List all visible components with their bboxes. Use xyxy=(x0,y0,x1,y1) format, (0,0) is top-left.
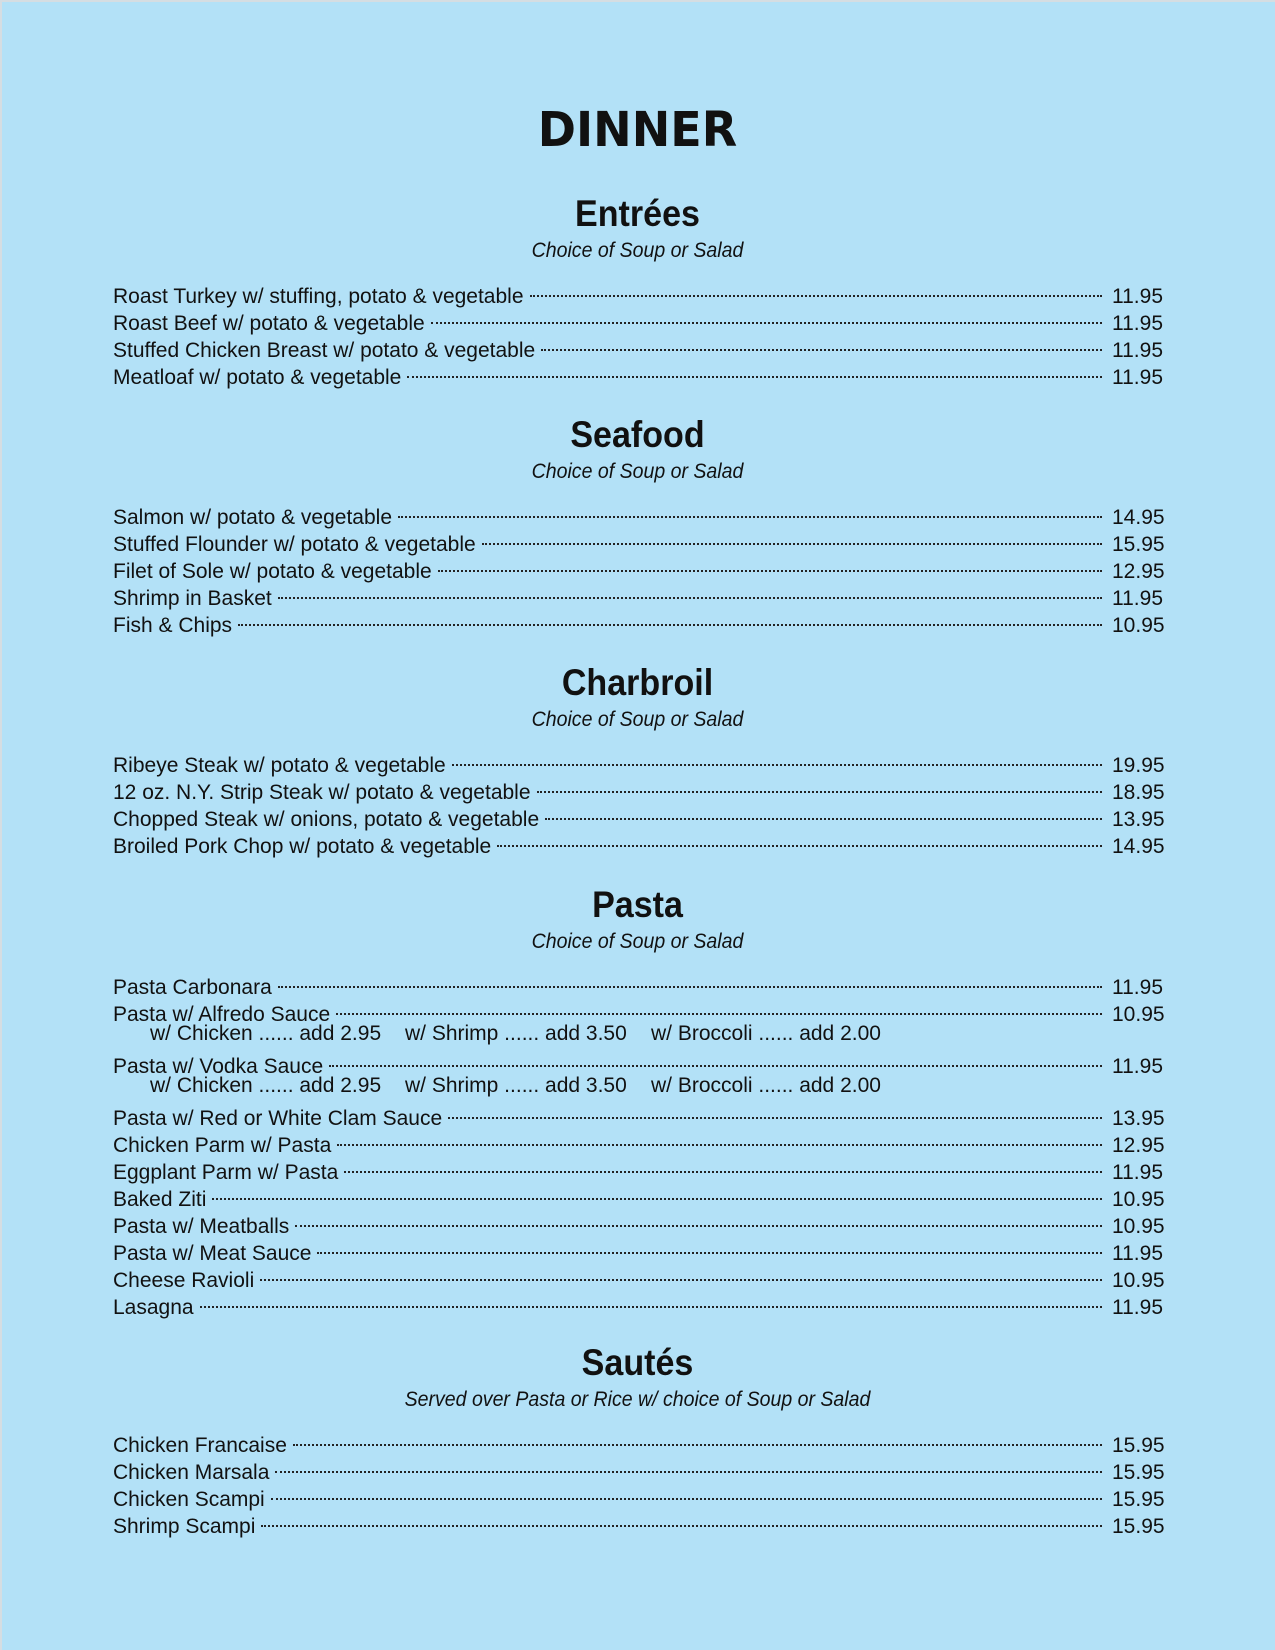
item-price: 12.95 xyxy=(1112,1134,1165,1157)
dot-leader xyxy=(407,357,1102,384)
item-name: Roast Turkey w/ stuffing, potato & vegetable xyxy=(113,285,524,308)
item-name: Chicken Marsala xyxy=(113,1461,270,1484)
item-name: Fish & Chips xyxy=(113,614,233,637)
addon-row xyxy=(113,1021,1162,1046)
section-subtitle: Served over Pasta or Rice w/ choice of Soup or Salad xyxy=(404,1388,871,1411)
item-name: Ribeye Steak w/ potato & vegetable xyxy=(113,754,446,777)
item-name: Pasta w/ Alfredo Sauce xyxy=(113,1003,331,1026)
section-entrees xyxy=(113,192,1163,389)
item-name: Broiled Pork Chop w/ potato & vegetable xyxy=(113,835,492,858)
section-subtitle: Choice of Soup or Salad xyxy=(531,239,744,262)
dot-leader xyxy=(530,276,1102,303)
item-price: 11.95 xyxy=(1112,339,1163,362)
dot-leader xyxy=(329,1046,1102,1073)
item-price: 15.95 xyxy=(1112,1515,1165,1538)
menu-item xyxy=(113,1098,1165,1130)
menu-item xyxy=(113,1260,1165,1292)
item-name: Baked Ziti xyxy=(113,1188,207,1211)
item-name: Roast Beef w/ potato & vegetable xyxy=(113,312,425,335)
item-price: 14.95 xyxy=(1112,835,1165,858)
dot-leader xyxy=(537,772,1102,799)
item-price: 10.95 xyxy=(1112,1188,1165,1211)
item-name: 12 oz. N.Y. Strip Steak w/ potato & vegetable xyxy=(113,781,531,804)
section-seafood xyxy=(113,413,1165,637)
menu-item xyxy=(113,745,1165,777)
item-name: Salmon w/ potato & vegetable xyxy=(113,506,393,529)
dot-leader xyxy=(275,1452,1102,1479)
addon-row xyxy=(113,1073,1162,1098)
addon-shrimp: w/ Shrimp ...... add 3.50 xyxy=(405,1022,627,1045)
dot-leader xyxy=(200,1287,1102,1314)
section-subtitle: Choice of Soup or Salad xyxy=(531,708,744,731)
section-subtitle: Choice of Soup or Salad xyxy=(531,460,744,483)
item-name: Pasta Carbonara xyxy=(113,976,272,999)
item-price: 15.95 xyxy=(1112,533,1165,556)
menu-item xyxy=(113,1046,1163,1078)
item-price: 11.95 xyxy=(1112,366,1163,389)
item-name: Chicken Parm w/ Pasta xyxy=(113,1134,332,1157)
item-name: Chicken Scampi xyxy=(113,1488,265,1511)
dot-leader xyxy=(398,497,1102,524)
item-name: Eggplant Parm w/ Pasta xyxy=(113,1161,339,1184)
item-price: 12.95 xyxy=(1112,560,1165,583)
dot-leader xyxy=(497,826,1102,853)
item-name: Shrimp in Basket xyxy=(113,587,272,610)
dot-leader xyxy=(317,1233,1102,1260)
dot-leader xyxy=(212,1179,1102,1206)
dot-leader xyxy=(482,524,1102,551)
item-name: Lasagna xyxy=(113,1296,194,1319)
item-price: 10.95 xyxy=(1112,1215,1165,1238)
dot-leader xyxy=(452,745,1102,772)
item-price: 11.95 xyxy=(1112,1242,1163,1265)
item-price: 13.95 xyxy=(1112,1107,1165,1130)
section-title: Seafood xyxy=(570,414,705,455)
item-price: 11.95 xyxy=(1112,1161,1163,1184)
dot-leader xyxy=(278,578,1102,605)
item-price: 11.95 xyxy=(1112,1055,1163,1078)
dot-leader xyxy=(238,605,1102,632)
dot-leader xyxy=(541,330,1102,357)
item-price: 15.95 xyxy=(1112,1488,1165,1511)
menu-item xyxy=(113,1425,1165,1457)
section-pasta xyxy=(113,883,1165,1319)
item-price: 11.95 xyxy=(1112,1296,1163,1319)
item-price: 11.95 xyxy=(1112,587,1163,610)
item-price: 18.95 xyxy=(1112,781,1165,804)
item-price: 11.95 xyxy=(1112,976,1163,999)
item-name: Chopped Steak w/ onions, potato & vegetable xyxy=(113,808,540,831)
dot-leader xyxy=(438,551,1102,578)
item-name: Stuffed Chicken Breast w/ potato & vegetable xyxy=(113,339,536,362)
section-title: Charbroil xyxy=(561,662,714,703)
menu-item xyxy=(113,276,1163,308)
item-price: 19.95 xyxy=(1112,754,1165,777)
item-name: Stuffed Flounder w/ potato & vegetable xyxy=(113,533,476,556)
item-name: Cheese Ravioli xyxy=(113,1269,255,1292)
menu-item xyxy=(113,1287,1163,1319)
addon-chicken: w/ Chicken ...... add 2.95 xyxy=(150,1074,382,1097)
dot-leader xyxy=(344,1152,1102,1179)
addon-broccoli: w/ Broccoli ...... add 2.00 xyxy=(651,1022,881,1045)
item-price: 14.95 xyxy=(1112,506,1165,529)
section-sautes xyxy=(113,1341,1165,1538)
item-name: Pasta w/ Vodka Sauce xyxy=(113,1055,324,1078)
section-title: Pasta xyxy=(592,884,683,925)
item-price: 15.95 xyxy=(1112,1434,1165,1457)
menu-item xyxy=(113,1179,1165,1211)
item-price: 11.95 xyxy=(1112,312,1163,335)
item-price: 15.95 xyxy=(1112,1461,1165,1484)
section-subtitle: Choice of Soup or Salad xyxy=(531,930,744,953)
addon-chicken: w/ Chicken ...... add 2.95 xyxy=(150,1022,382,1045)
dot-leader xyxy=(293,1425,1102,1452)
item-price: 10.95 xyxy=(1112,1269,1165,1292)
item-name: Meatloaf w/ potato & vegetable xyxy=(113,366,402,389)
item-price: 13.95 xyxy=(1112,808,1165,831)
menu-item xyxy=(113,497,1165,529)
dot-leader xyxy=(261,1506,1102,1533)
item-name: Pasta w/ Meat Sauce xyxy=(113,1242,312,1265)
menu-item xyxy=(113,605,1165,637)
item-name: Filet of Sole w/ potato & vegetable xyxy=(113,560,432,583)
dot-leader xyxy=(448,1098,1102,1125)
item-price: 10.95 xyxy=(1112,614,1165,637)
dot-leader xyxy=(336,994,1102,1021)
dot-leader xyxy=(260,1260,1102,1287)
item-price: 10.95 xyxy=(1112,1003,1165,1026)
section-title: Sautés xyxy=(581,1342,694,1383)
dot-leader xyxy=(337,1125,1102,1152)
menu-item xyxy=(113,1206,1165,1238)
menu-item xyxy=(113,1506,1165,1538)
dot-leader xyxy=(271,1479,1102,1506)
addon-shrimp: w/ Shrimp ...... add 3.50 xyxy=(405,1074,627,1097)
item-name: Shrimp Scampi xyxy=(113,1515,256,1538)
dot-leader xyxy=(545,799,1102,826)
dot-leader xyxy=(295,1206,1102,1233)
addon-broccoli: w/ Broccoli ...... add 2.00 xyxy=(651,1074,881,1097)
section-title: Entrées xyxy=(575,193,700,234)
dot-leader xyxy=(431,303,1102,330)
item-name: Pasta w/ Red or White Clam Sauce xyxy=(113,1107,443,1130)
menu-item xyxy=(113,967,1163,999)
dot-leader xyxy=(278,967,1102,994)
section-charbroil xyxy=(113,661,1165,858)
item-name: Chicken Francaise xyxy=(113,1434,287,1457)
menu-item xyxy=(113,1479,1165,1511)
item-price: 11.95 xyxy=(1112,285,1163,308)
menu-title: DINNER xyxy=(537,102,738,158)
item-name: Pasta w/ Meatballs xyxy=(113,1215,290,1238)
